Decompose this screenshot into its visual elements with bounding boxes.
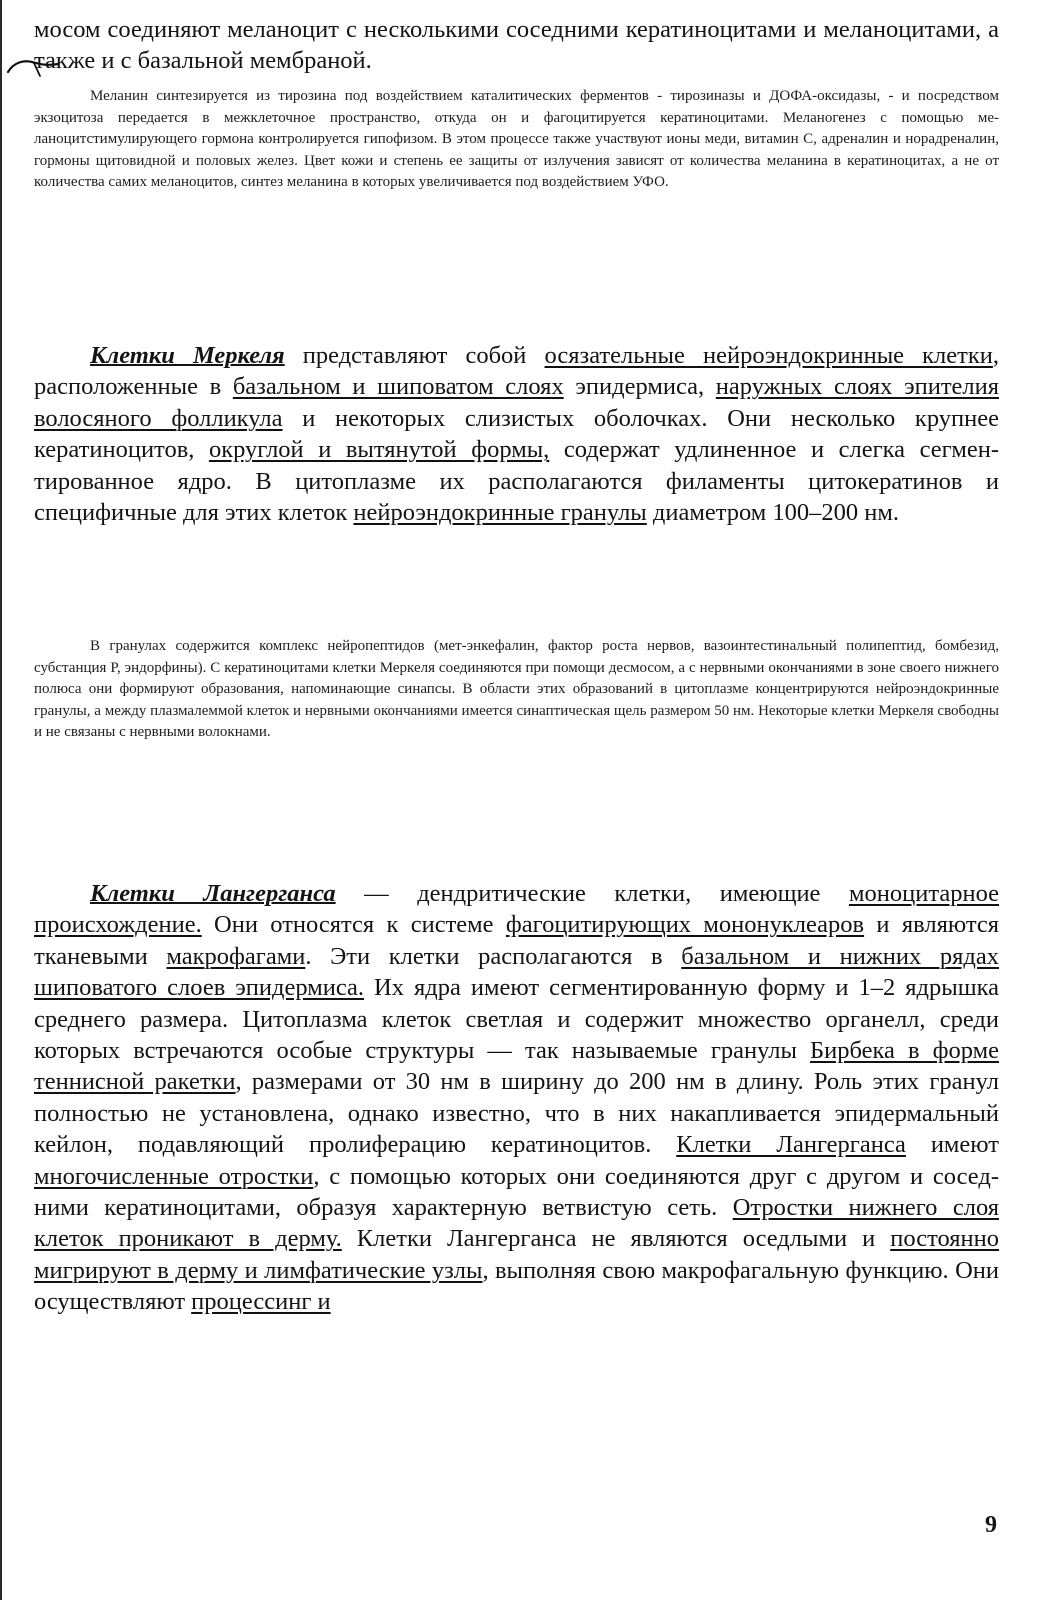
underlined-phrase: Бирбека в форме теннисной ракетки bbox=[34, 1037, 999, 1096]
paragraph-merkel-cells bbox=[34, 340, 999, 528]
underlined-phrase: Отростки нижнего слоя клеток проникают в дерму. bbox=[34, 1194, 999, 1253]
underlined-phrase: базальном и нижних рядах шиповатого слоев эпидермиса. bbox=[34, 942, 1000, 1002]
text-run: , с помощью которых они соединяются друг с другом и соседними кератиноцитами, образуя характерную ветвистую сеть. bbox=[34, 1162, 999, 1222]
paragraph-continuation bbox=[34, 14, 999, 77]
underlined-phrase: постоянно мигрируют в дерму и лимфатические узлы bbox=[34, 1225, 999, 1284]
underlined-phrase: процессинг и bbox=[191, 1288, 331, 1316]
text-run: Клетки Лангерганса не являются оседлыми и bbox=[341, 1225, 891, 1253]
text-run: Их ядра имеют сегментированную форму и 1–2 ядрышка среднего размера. Цитоплазма клеток светлая и содержит множество органелл, среди которых встречаются особые структуры — так называемые гранулы bbox=[34, 974, 999, 1065]
text-run: , выполняя свою макрофагальную функцию. Они осуществляют bbox=[34, 1256, 999, 1316]
small-print-paragraph-granules bbox=[34, 636, 999, 744]
text-run: имеют bbox=[905, 1131, 999, 1159]
text-run: , расположенные в bbox=[34, 342, 999, 401]
text-run: — дендритические клетки, имеющие bbox=[335, 880, 849, 907]
underlined-phrase: фагоцитирующих мононуклеаров bbox=[505, 911, 865, 939]
underlined-phrase: наружных слоях эпителия волосяного фолликула bbox=[34, 373, 1000, 432]
underlined-phrase: многочисленные отростки bbox=[34, 1162, 314, 1190]
text-run: и некоторых слизистых оболочках. Они несколько крупнее кератиноцитов, bbox=[34, 404, 999, 464]
text-run: , размерами от 30 нм в ширину до 200 нм в длину. Роль этих гранул полностью не установлена, однако известно, что в них накапливается эпидермальный кейлон, подавляющий пролиферацию кератиноцитов. bbox=[34, 1068, 1000, 1159]
underlined-phrase: базальном и шиповатом слоях bbox=[232, 373, 564, 401]
term-langerhans-cells: Клетки Лангерганса bbox=[90, 880, 336, 907]
paragraph-text: мосом соединяют меланоцит с несколькими соседними кератиноцитами и меланоцитами, а также и с базальной мембраной. bbox=[34, 16, 999, 75]
underlined-phrase: осязательные нейроэндокринные клетки bbox=[544, 342, 993, 369]
underlined-phrase: округлой и вытянутой формы, bbox=[208, 436, 550, 464]
text-run: содержат удлиненное и слегка сегментированное ядро. В цитоплазме их располагаются филаменты цитокератинов и специфичные для этих клеток bbox=[34, 436, 1000, 527]
text-run: представляют собой bbox=[284, 342, 545, 369]
text-run: Они относятся к системе bbox=[201, 911, 506, 939]
underlined-phrase: Клетки Лангерганса bbox=[676, 1131, 906, 1159]
small-print-paragraph-melanin bbox=[34, 86, 999, 194]
text-run: диаметром 100–200 нм. bbox=[646, 499, 900, 527]
underlined-phrase: моноцитарное происхождение. bbox=[34, 880, 999, 939]
paragraph-text: Меланин синтезируется из тирозина под воздействием каталитических ферментов - тирозиназы и ДОФА-оксидазы, - и посредством экзоцитоза передается в межклеточное пространство, откуда он и фагоцитируется кератиноцитами. Меланогенез с помощью меланоцитстимулирующего гормона контролируется гипофизом. В этом процессе также участвуют ионы меди, витамин С, адреналин и норадреналин, гормоны щитовидной и половых желез. Цвет кожи и степень ее защиты от излучения зависят от количества меланина в кератиноцитах, а не от количества самих меланоцитов, синтез меланина в которых увеличивается под воздействием УФО. bbox=[34, 88, 999, 191]
page-number: 9 bbox=[985, 1512, 997, 1538]
text-run: и являются тканевыми bbox=[34, 911, 999, 970]
text-run: . Эти клетки располагаются в bbox=[305, 942, 682, 970]
underlined-phrase: нейроэндокринные гранулы bbox=[353, 499, 647, 527]
underlined-phrase: макрофагами bbox=[166, 942, 306, 970]
term-merkel-cells: Клетки Меркеля bbox=[90, 342, 285, 369]
paragraph-text: В гранулах содержится комплекс нейропептидов (мет-энкефалин, фактор роста нервов, вазоинтестинальный полипептид, бомбезид, субстанция P, эндорфины). С кератиноцитами клетки Меркеля соединяются при помощи десмосом, а с нервными окончаниями в зоне своего нижнего полюса они формируют образования, напоминающие синапсы. В области этих образований в цитоплазме концентрируются нейроэндокринные гранулы, а между плазмалеммой клеток и нервными окончаниями имеется синаптическая щель размером 50 нм. Некоторые клетки Меркеля свободны и не связаны с нервными волокнами. bbox=[34, 638, 999, 741]
paragraph-langerhans-cells bbox=[34, 878, 999, 1318]
text-run: эпидермиса, bbox=[563, 373, 716, 401]
